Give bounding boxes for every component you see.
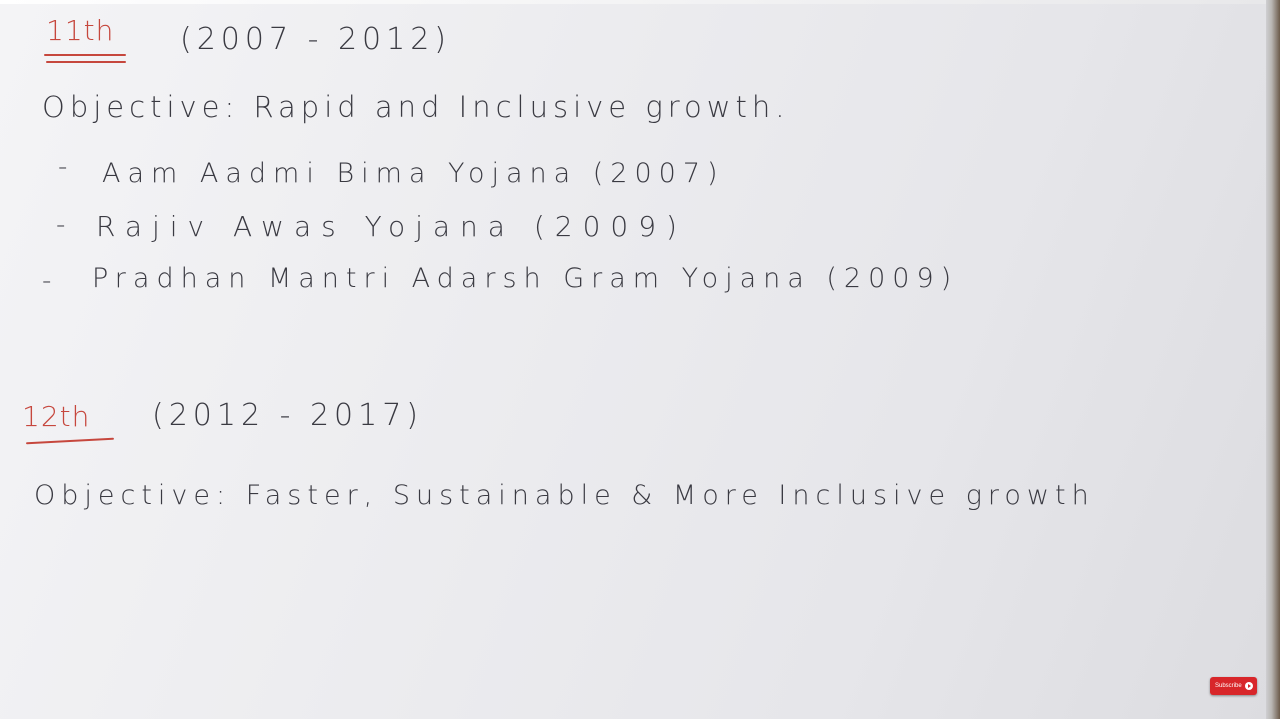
plan-12-objective: Objective: Faster, Sustainable & More Inclusive growth	[34, 480, 1095, 511]
plan-11-period: (2007 - 2012)	[180, 22, 452, 57]
scheme-bullet: -	[58, 152, 72, 182]
plan-11-underline-1	[44, 54, 126, 56]
scheme-item: Pradhan Mantri Adarsh Gram Yojana (2009)	[92, 263, 959, 294]
scheme-item: Aam Aadmi Bima Yojana (2007)	[102, 158, 725, 189]
paper-top-edge	[0, 0, 1280, 4]
scheme-item: Rajiv Awas Yojana (2009)	[96, 210, 687, 243]
scheme-bullet: -	[42, 266, 56, 296]
plan-12-underline	[26, 438, 114, 445]
play-icon	[1245, 682, 1253, 690]
subscribe-label: Subscribe	[1215, 683, 1242, 689]
plan-12-period: (2012 - 2017)	[152, 398, 424, 433]
plan-11-underline-2	[46, 61, 126, 63]
paper-right-edge	[1266, 0, 1280, 719]
plan-12-label: 12th	[22, 400, 91, 433]
plan-11-objective: Objective: Rapid and Inclusive growth.	[42, 90, 790, 124]
plan-11-label: 11th	[46, 14, 115, 47]
scheme-bullet: -	[56, 210, 70, 240]
subscribe-button[interactable]	[1210, 677, 1257, 695]
